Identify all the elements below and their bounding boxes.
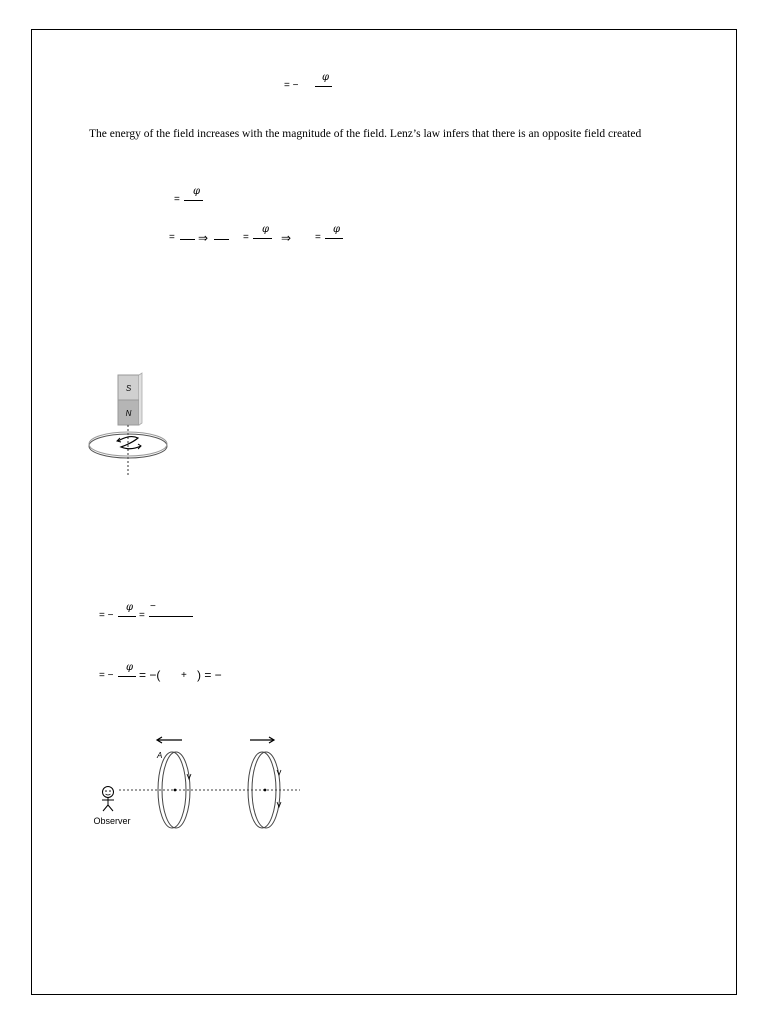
eq3-part1: = — [169, 232, 175, 243]
eq3-fraction-bar-2 — [214, 239, 229, 240]
figure-observer-rings — [88, 730, 308, 835]
current-arrow — [118, 437, 141, 449]
eq3-phi-2: φ — [333, 224, 341, 235]
magnet-label-s: S — [125, 384, 132, 393]
eq3-part2: = — [243, 232, 249, 243]
eq5-part2: = −( — [139, 668, 161, 682]
eq3-implies-1: ⇒ — [198, 231, 209, 245]
magnet-label-n: N — [125, 409, 132, 418]
eq2-lhs: = — [174, 194, 180, 205]
eq4-part1: = − — [99, 610, 114, 621]
eq5-plus: + — [181, 670, 187, 681]
eq3-fraction-bar-1 — [180, 239, 195, 240]
page-frame — [31, 29, 737, 995]
eq5-fraction-bar — [118, 676, 136, 677]
eq4-numerator: − — [150, 601, 156, 612]
eq4-phi: φ — [126, 602, 134, 613]
eq3-phi-1: φ — [262, 224, 270, 235]
point-label-a: A — [157, 751, 163, 760]
eq1-fraction-bar — [315, 86, 332, 87]
eq1-phi: φ — [322, 72, 330, 83]
observer-head — [103, 787, 114, 798]
eq5-part1: = − — [99, 670, 114, 681]
eq5-part3: ) = − — [197, 668, 222, 682]
eq4-fraction-bar-1 — [118, 616, 136, 617]
magnet-ring-drawing — [86, 372, 172, 480]
eq5-phi: φ — [126, 662, 134, 673]
eq2-phi: φ — [193, 186, 201, 197]
eq4-fraction-bar-2 — [149, 616, 193, 617]
eq2-fraction-bar — [184, 200, 203, 201]
eq3-implies-2: ⇒ — [281, 231, 292, 245]
observer-label: Observer — [93, 816, 131, 826]
eq4-part2: = — [139, 610, 145, 621]
eq3-fraction-bar-4 — [325, 238, 343, 239]
eq1-lhs: = − — [284, 80, 299, 91]
figure-magnet-ring — [86, 372, 172, 485]
eq3-fraction-bar-3 — [253, 238, 272, 239]
body-paragraph: The energy of the field increases with the magnitude of the field. Lenz’s law infers that there is an opposite field created — [89, 128, 642, 140]
eq3-part3: = — [315, 232, 321, 243]
observer-rings-drawing — [88, 730, 308, 830]
